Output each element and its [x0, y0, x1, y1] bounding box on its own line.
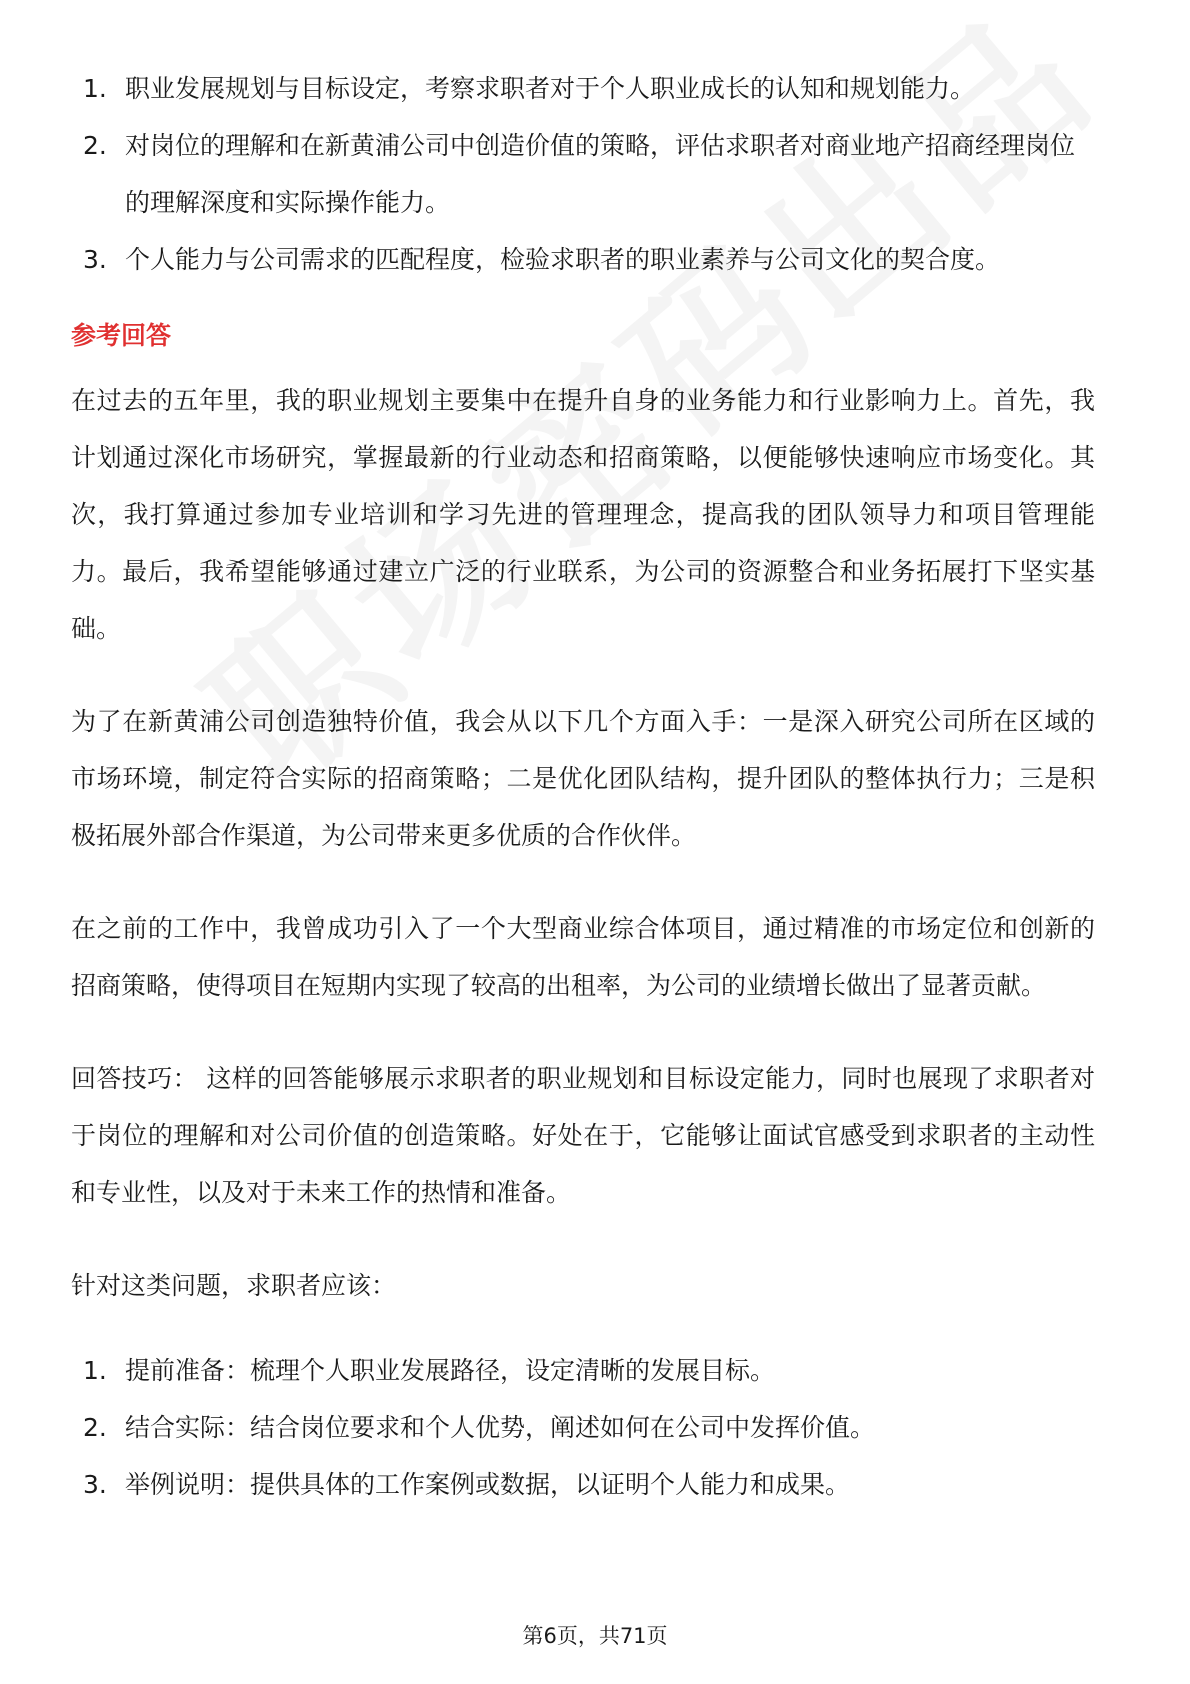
list-item-number: 2.: [83, 1413, 107, 1442]
list-item-number: 3.: [83, 1470, 107, 1499]
list-item: [71, 117, 1095, 231]
list-item: [71, 231, 1095, 288]
list-item: [71, 1399, 1095, 1456]
list-item-number: 1.: [83, 1356, 107, 1385]
list-item: [71, 1456, 1095, 1513]
list-item: [71, 60, 1095, 117]
answer-tips-paragraph: 回答技巧： 这样的回答能够展示求职者的职业规划和目标设定能力，同时也展现了求职者对于岗位的理解和对公司价值的创造策略。好处在于，它能够让面试官感受到求职者的主动性和专业性，以及对于未来工作的热情和准备。: [71, 1064, 1095, 1207]
list-item-text: 结合实际：结合岗位要求和个人优势，阐述如何在公司中发挥价值。: [125, 1413, 876, 1442]
list-item-text: 提前准备：梳理个人职业发展路径，设定清晰的发展目标。: [125, 1356, 776, 1385]
list-item-number: 1.: [83, 74, 107, 103]
list-item-text: 个人能力与公司需求的匹配程度，检验求职者的职业素养与公司文化的契合度。: [125, 245, 1001, 274]
list-item-text: 职业发展规划与目标设定，考察求职者对于个人职业成长的认知和规划能力。: [125, 74, 976, 103]
list-item-number: 2.: [83, 131, 107, 160]
advice-list: [71, 1342, 1095, 1513]
advice-intro: 针对这类问题，求职者应该：: [71, 1271, 397, 1300]
list-item-text: 对岗位的理解和在新黄浦公司中创造价值的策略，评估求职者对商业地产招商经理岗位的理解深度和实际操作能力。: [125, 131, 1076, 217]
section-title: 参考回答: [71, 321, 172, 350]
page-footer: 第6页，共71页: [522, 1624, 668, 1648]
list-item-text: 举例说明：提供具体的工作案例或数据，以证明个人能力和成果。: [125, 1470, 851, 1499]
list-item: [71, 1342, 1095, 1399]
answer-paragraph: 在之前的工作中，我曾成功引入了一个大型商业综合体项目，通过精准的市场定位和创新的招商策略，使得项目在短期内实现了较高的出租率，为公司的业绩增长做出了显著贡献。: [71, 914, 1095, 1000]
answer-paragraph: 为了在新黄浦公司创造独特价值，我会从以下几个方面入手：一是深入研究公司所在区域的市场环境，制定符合实际的招商策略；二是优化团队结构，提升团队的整体执行力；三是积极拓展外部合作渠道，为公司带来更多优质的合作伙伴。: [71, 707, 1095, 850]
evaluation-points-list: [71, 60, 1095, 288]
list-item-number: 3.: [83, 245, 107, 274]
answer-paragraph: 在过去的五年里，我的职业规划主要集中在提升自身的业务能力和行业影响力上。首先，我计划通过深化市场研究，掌握最新的行业动态和招商策略，以便能够快速响应市场变化。其次，我打算通过参加专业培训和学习先进的管理理念，提高我的团队领导力和项目管理能力。最后，我希望能够通过建立广泛的行业联系，为公司的资源整合和业务拓展打下坚实基础。: [71, 386, 1095, 643]
